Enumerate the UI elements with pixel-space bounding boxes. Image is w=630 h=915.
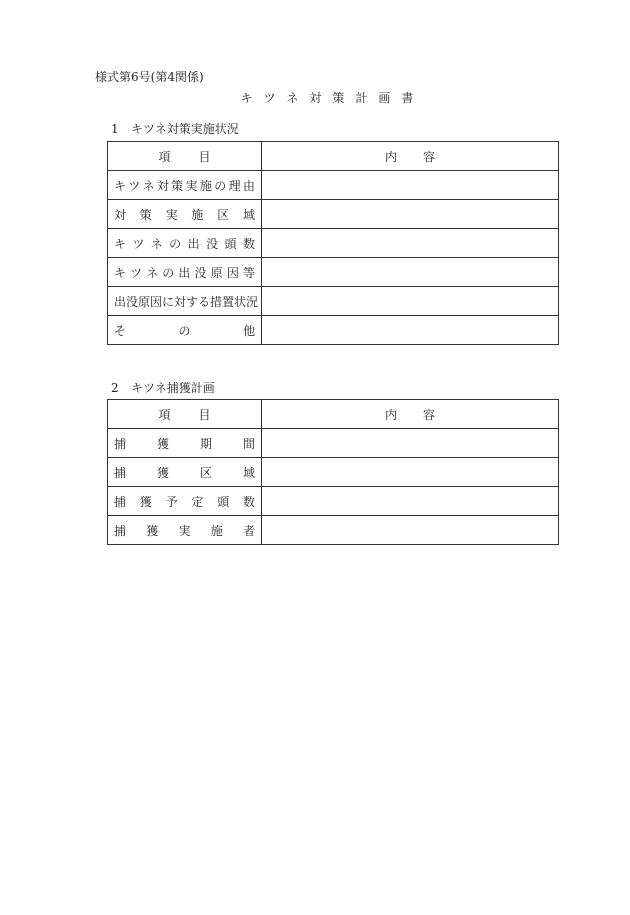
row-value-field[interactable] [262, 229, 559, 258]
section-2-title: キツネ捕獲計画 [131, 381, 215, 395]
column-header-item: 項目 [108, 142, 262, 171]
row-value-field[interactable] [262, 516, 559, 545]
table-row [108, 171, 559, 200]
form-number: 様式第6号(第4関係) [95, 70, 204, 84]
table-row [108, 316, 559, 345]
table-row [108, 287, 559, 316]
row-label: キツネの出没原因等 [108, 258, 262, 287]
section-1-number: 1 [111, 122, 119, 136]
implementation-status-table [107, 141, 559, 345]
row-value-field[interactable] [262, 487, 559, 516]
table-row [108, 200, 559, 229]
row-value-field[interactable] [262, 200, 559, 229]
row-label: キツネ対策実施の理由 [108, 171, 262, 200]
table-header-row [108, 142, 559, 171]
row-value-field[interactable] [262, 458, 559, 487]
row-value-field[interactable] [262, 287, 559, 316]
row-label: キツネの出没頭数 [108, 229, 262, 258]
row-label: その他 [108, 316, 262, 345]
row-label: 対策実施区域 [108, 200, 262, 229]
row-label: 捕獲区域 [108, 458, 262, 487]
table-row [108, 487, 559, 516]
table-row [108, 229, 559, 258]
row-label: 捕獲実施者 [108, 516, 262, 545]
section-1-title: キツネ対策実施状況 [131, 122, 239, 136]
row-value-field[interactable] [262, 258, 559, 287]
row-value-field[interactable] [262, 316, 559, 345]
table-row [108, 516, 559, 545]
capture-plan-table [107, 399, 559, 545]
column-header-item: 項目 [108, 400, 262, 429]
column-header-content: 内容 [262, 400, 559, 429]
row-label: 捕獲予定頭数 [108, 487, 262, 516]
section-2-heading [111, 379, 215, 396]
row-value-field[interactable] [262, 429, 559, 458]
document-title: キツネ対策計画書 [240, 91, 425, 105]
column-header-content: 内容 [262, 142, 559, 171]
row-label: 出没原因に対する措置状況 [108, 287, 262, 316]
row-label: 捕獲期間 [108, 429, 262, 458]
table-header-row [108, 400, 559, 429]
section-1-heading [111, 120, 239, 137]
table-row [108, 429, 559, 458]
table-row [108, 458, 559, 487]
section-2-number: 2 [111, 381, 119, 395]
row-value-field[interactable] [262, 171, 559, 200]
table-row [108, 258, 559, 287]
